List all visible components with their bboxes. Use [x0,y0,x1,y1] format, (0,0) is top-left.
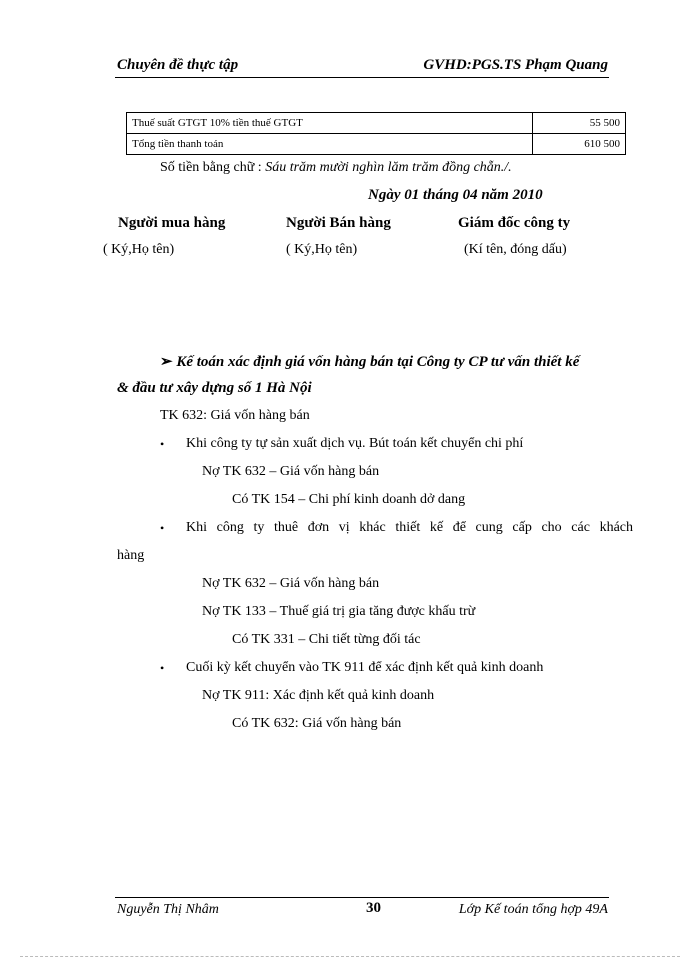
footer-author: Nguyễn Thị Nhâm [117,902,219,917]
page-bottom-divider [20,956,680,957]
bullet-2-debit-2: Nợ TK 133 – Thuế giá trị gia tăng được khấu trừ [202,604,476,619]
bullet-3-credit: Có TK 632: Giá vốn hàng bán [232,716,402,731]
date-line: Ngày 01 tháng 04 năm 2010 [368,187,543,203]
section-heading-line2: & đầu tư xây dựng số 1 Hà Nội [117,380,312,396]
account-label: TK 632: Giá vốn hàng bán [160,408,310,423]
header-right: GVHD:PGS.TS Phạm Quang [423,57,608,73]
bullet-1-text: Khi công ty tự sản xuất dịch vụ. Bút toán kết chuyển chi phí [186,436,524,451]
arrow-bullet-icon: ➢ [160,354,173,370]
bullet-2-text-cont: hàng [117,548,145,563]
amount-words-value: Sáu trăm mười nghìn lăm trăm đồng chẵn./. [265,160,512,175]
amount-in-words [160,160,512,176]
bullet-1-credit: Có TK 154 – Chi phí kinh doanh dở dang [232,492,466,507]
header-left: Chuyên đề thực tập [117,57,239,73]
amount-words-label: Số tiền bằng chữ : [160,160,262,175]
table-cell-label: Tổng tiền thanh toán [127,134,533,155]
invoice-total-table [126,112,626,155]
signature-title-director: Giám đốc công ty [458,215,571,231]
bullet-icon: • [160,437,165,451]
bullet-2-debit-1: Nợ TK 632 – Giá vốn hàng bán [202,576,380,591]
page-number: 30 [366,900,381,916]
bullet-3-text: Cuối kỳ kết chuyển vào TK 911 để xác định kết quả kinh doanh [186,660,544,675]
signature-note-seller: ( Ký,Họ tên) [286,242,358,257]
section-heading [160,352,579,371]
bullet-3-debit: Nợ TK 911: Xác định kết quả kinh doanh [202,688,435,703]
bullet-icon: • [160,521,165,535]
bullet-icon: • [160,661,165,675]
section-heading-line1: Kế toán xác định giá vốn hàng bán tại Công ty CP tư vấn thiết kế [176,354,580,370]
bullet-1-debit: Nợ TK 632 – Giá vốn hàng bán [202,464,380,479]
signature-title-seller: Người Bán hàng [286,215,391,231]
footer-rule [115,897,609,898]
signature-note-buyer: ( Ký,Họ tên) [103,242,175,257]
table-cell-value: 610 500 [533,134,626,155]
footer-class: Lớp Kế toán tổng hợp 49A [458,902,608,917]
table-row [127,134,626,155]
header-rule [115,77,609,78]
table-cell-label: Thuế suất GTGT 10% tiền thuế GTGT [127,113,533,134]
bullet-2-credit: Có TK 331 – Chi tiết từng đối tác [232,632,421,647]
table-row [127,113,626,134]
signature-title-buyer: Người mua hàng [118,215,226,231]
signature-note-director: (Kí tên, đóng dấu) [464,242,567,257]
bullet-2-text: Khi công ty thuê đơn vị khác thiết kế để cung cấp cho các khách [186,520,633,535]
table-cell-value: 55 500 [533,113,626,134]
